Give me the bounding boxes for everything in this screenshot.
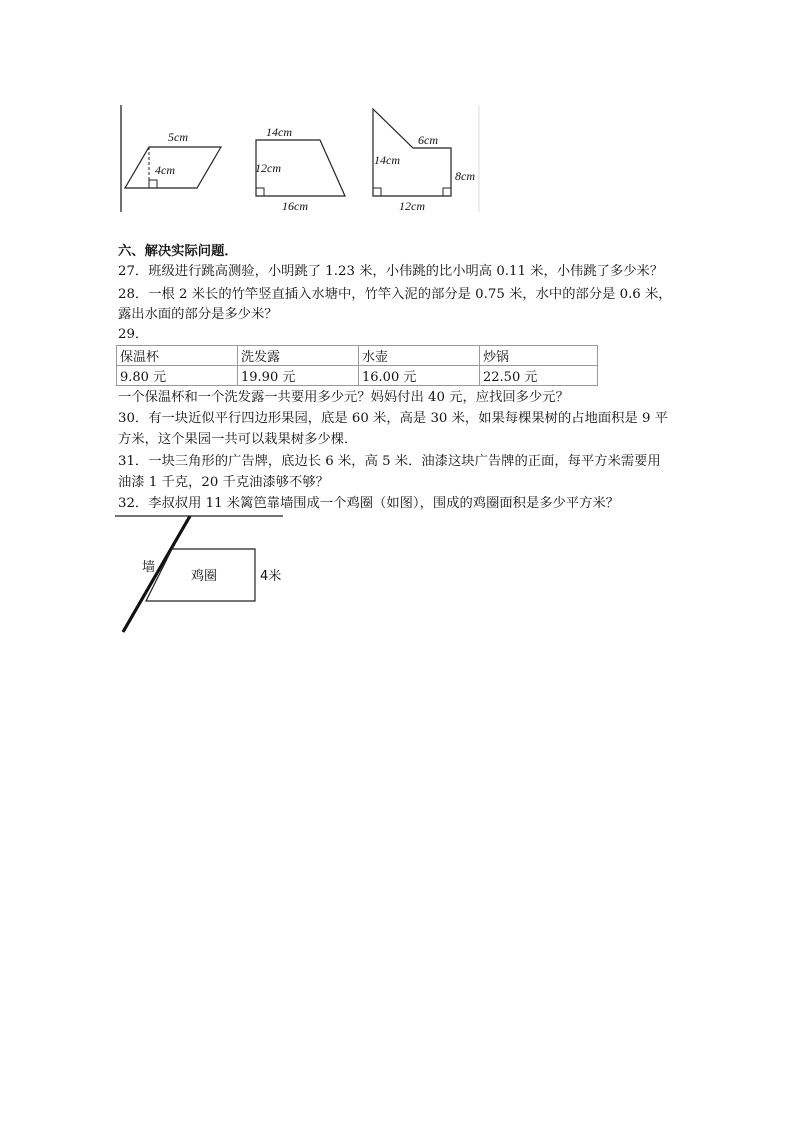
wall-label: 墙	[142, 560, 156, 575]
coop-label: 鸡圈	[191, 569, 218, 584]
pentagon-right-label: 8cm	[455, 169, 475, 183]
pentagon-bottom-label: 12cm	[399, 199, 425, 213]
trapezoid-top-label: 14cm	[266, 125, 292, 139]
question-28-line-1: 28．一根 2 米长的竹竿竖直插入水塘中，竹竿入泥的部分是 0.75 米，水中的部分是 0.6 米，	[118, 287, 672, 302]
question-31-line-1: 31．一块三角形的广告牌，底边长 6 米，高 5 米．油漆这块广告牌的正面，每平方米需要用	[118, 454, 661, 469]
table-cell: 炒锅	[480, 346, 598, 366]
question-29-text: 一个保温杯和一个洗发露一共要用多少元？妈妈付出 40 元，应找回多少元？	[118, 390, 569, 405]
chicken-coop-figure	[115, 512, 290, 638]
question-29-number: 29．	[118, 327, 149, 342]
trapezoid-left-label: 12cm	[255, 161, 281, 175]
pentagon-top-label: 6cm	[418, 133, 438, 147]
question-31-line-2: 油漆 1 千克，20 千克油漆够不够？	[118, 475, 329, 490]
question-32: 32．李叔叔用 11 米篱笆靠墙围成一个鸡圈（如图），围成的鸡圈面积是多少平方米？	[118, 496, 620, 511]
table-row-names	[117, 346, 598, 366]
trapezoid-bottom-label: 16cm	[282, 199, 308, 213]
parallelogram-top-label: 5cm	[168, 130, 188, 144]
price-table	[116, 345, 598, 386]
table-cell: 16.00 元	[359, 366, 480, 386]
table-cell: 洗发露	[238, 346, 359, 366]
trapezoid-figure	[255, 125, 345, 213]
pentagon-left-label: 14cm	[374, 153, 400, 167]
wall-line	[123, 516, 190, 632]
table-cell: 水壶	[359, 346, 480, 366]
table-cell: 19.90 元	[238, 366, 359, 386]
parallelogram-height-label: 4cm	[155, 163, 175, 177]
table-cell: 22.50 元	[480, 366, 598, 386]
table-row-prices	[117, 366, 598, 386]
question-27: 27．班级进行跳高测验，小明跳了 1.23 米，小伟跳的比小明高 0.11 米，小伟跳了多少米？	[118, 264, 664, 279]
pentagon-figure	[373, 109, 475, 213]
coop-side-label: 4米	[260, 569, 282, 584]
question-30-line-1: 30．有一块近似平行四边形果园，底是 60 米，高是 30 米，如果每棵果树的占地面积是 9 平	[118, 411, 668, 426]
section-title: 六、解决实际问题．	[118, 244, 238, 259]
parallelogram-figure	[125, 130, 221, 188]
geometry-figures	[112, 100, 484, 218]
question-28-line-2: 露出水面的部分是多少米？	[118, 307, 278, 322]
question-30-line-2: 方米，这个果园一共可以栽果树多少棵．	[118, 432, 358, 447]
table-cell: 9.80 元	[117, 366, 238, 386]
table-cell: 保温杯	[117, 346, 238, 366]
